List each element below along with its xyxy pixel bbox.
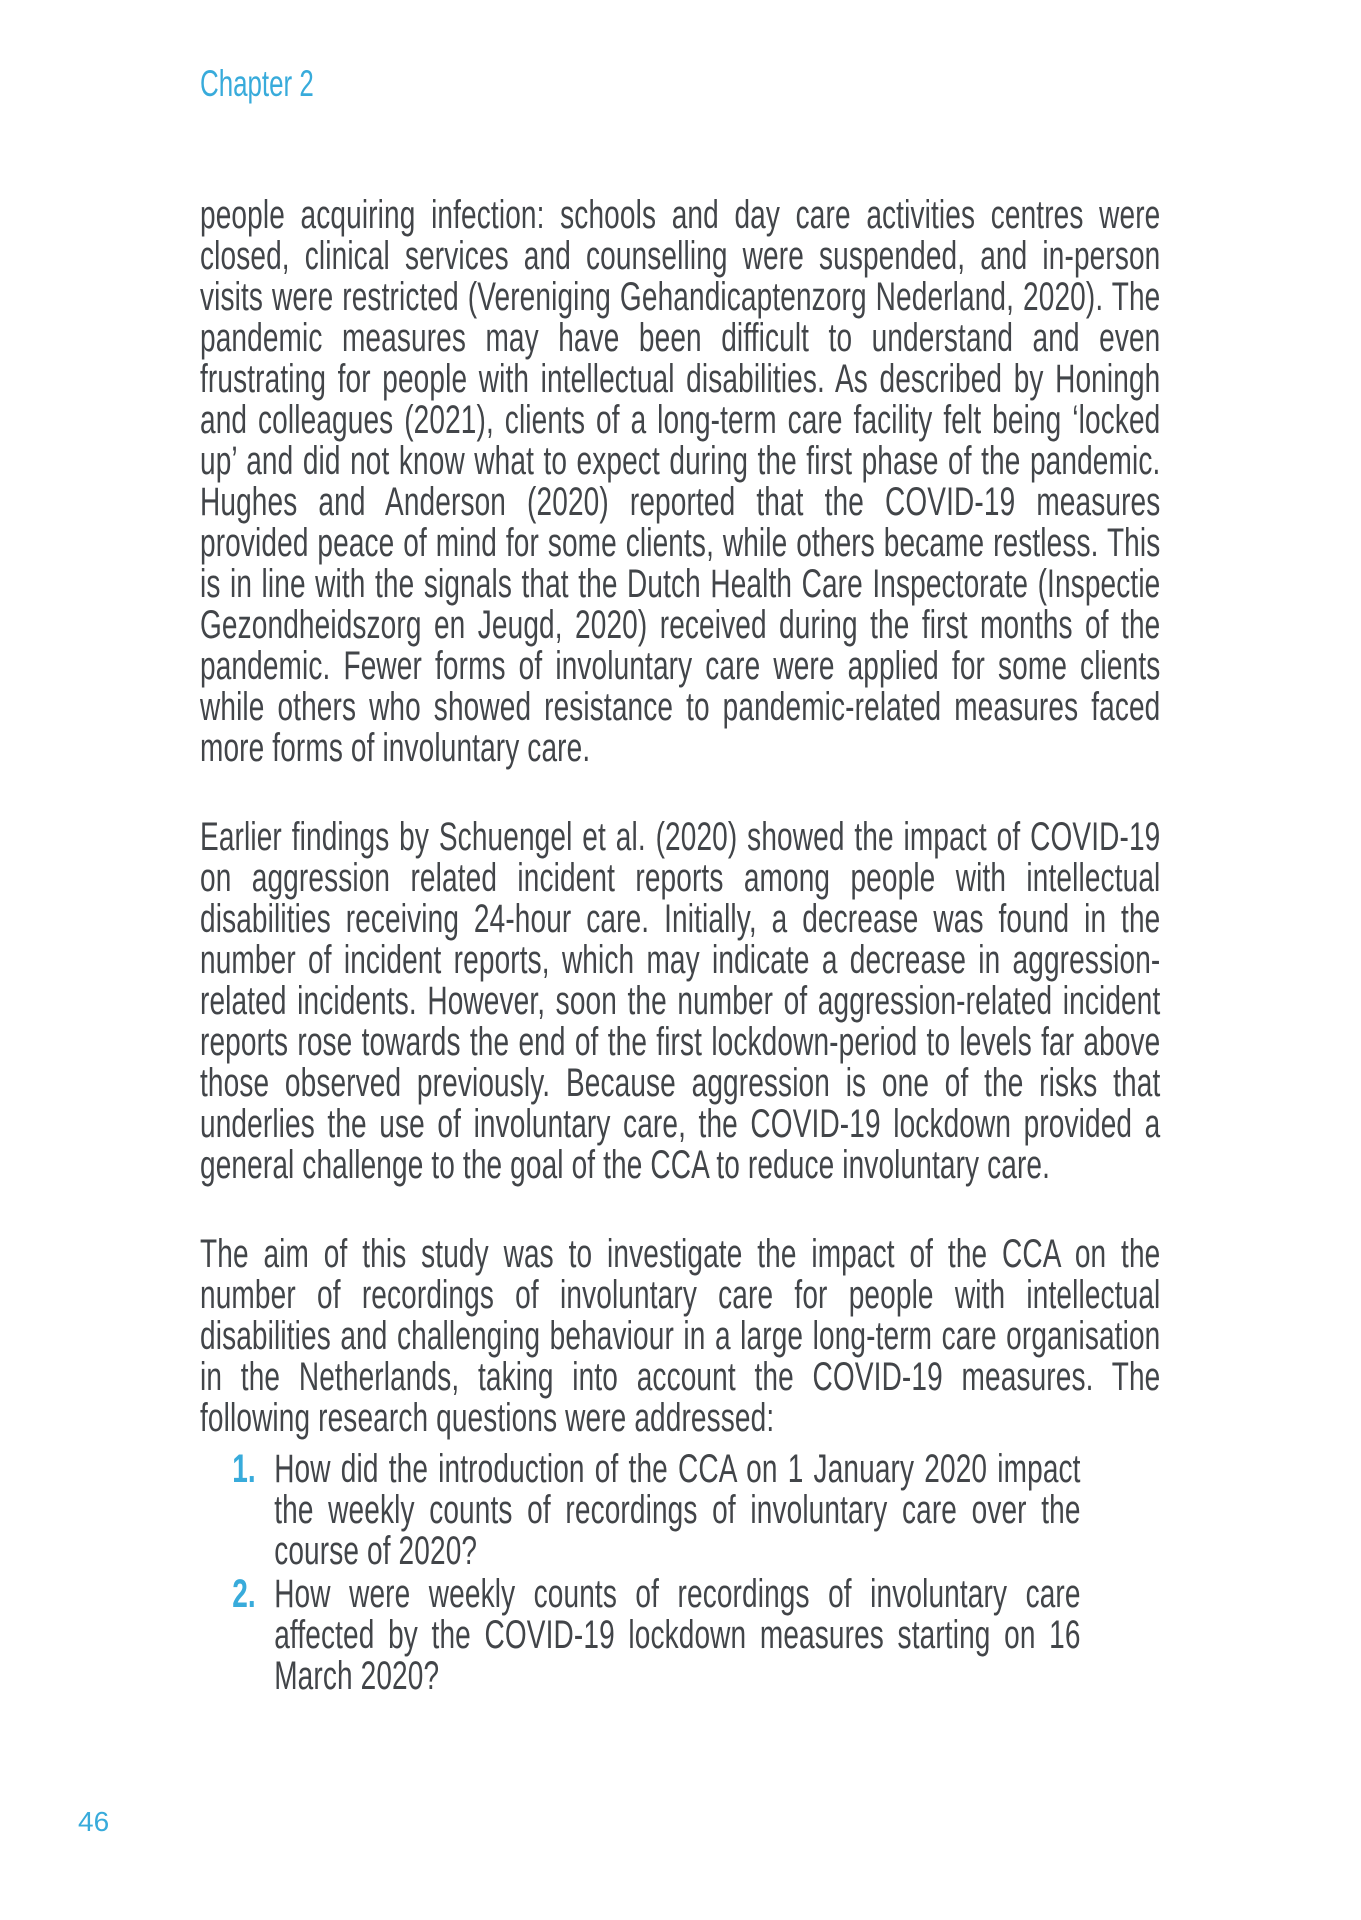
question-text-2: How were weekly counts of recordings of involuntary care affected by the COVID-19 lockdown measures starting on 16 March 2020?	[274, 1572, 1081, 1698]
research-question-2	[200, 1574, 1160, 1697]
research-questions-list	[200, 1449, 1160, 1697]
page-number: 46	[78, 1806, 110, 1837]
question-text-1: How did the introduction of the CCA on 1 January 2020 impact the weekly counts of recordings of involuntary care over the course of 2020?	[274, 1447, 1081, 1573]
paragraph-2: Earlier findings by Schuengel et al. (2020) showed the impact of COVID-19 on aggression related incident reports among people with intellectual disabilities receiving 24-hour care. Initially, a decrease was found in the number of incident reports, which may indicate a decrease in aggression-related incidents. However, soon the number of aggression-related incident reports rose towards the end of the first lockdown-period to levels far above those observed previously. Because aggression is one of the risks that underlies the use of involuntary care, the COVID-19 lockdown provided a general challenge to the goal of the CCA to reduce involuntary care.	[200, 815, 1161, 1187]
research-question-1	[200, 1449, 1160, 1572]
question-number-1: 1.	[232, 1447, 256, 1491]
chapter-label: Chapter 2	[200, 63, 314, 104]
question-number-2: 2.	[232, 1572, 256, 1616]
paragraph-1: people acquiring infection: schools and day care activities centres were closed, clinical services and counselling were suspended, and in-person visits were restricted (Vereniging Gehandicaptenzorg Nederland, 2020). The pandemic measures may have been difficult to understand and even frustrating for people with intellectual disabilities. As described by Honingh and colleagues (2021), clients of a long-term care facility felt being ‘locked up’ and did not know what to expect during the first phase of the pandemic. Hughes and Anderson (2020) reported that the COVID-19 measures provided peace of mind for some clients, while others became restless. This is in line with the signals that the Dutch Health Care Inspectorate (Inspectie Gezondheidszorg en Jeugd, 2020) received during the first months of the pandemic. Fewer forms of involuntary care were applied for some clients while others who showed resistance to pandemic-related measures faced more forms of involuntary care.	[200, 193, 1161, 770]
text-column	[200, 63, 1160, 1697]
paragraph-3: The aim of this study was to investigate the impact of the CCA on the number of recordings of involuntary care for people with intellectual disabilities and challenging behaviour in a large long-term care organisation in the Netherlands, taking into account the COVID-19 measures. The following research questions were addressed:	[200, 1232, 1161, 1440]
